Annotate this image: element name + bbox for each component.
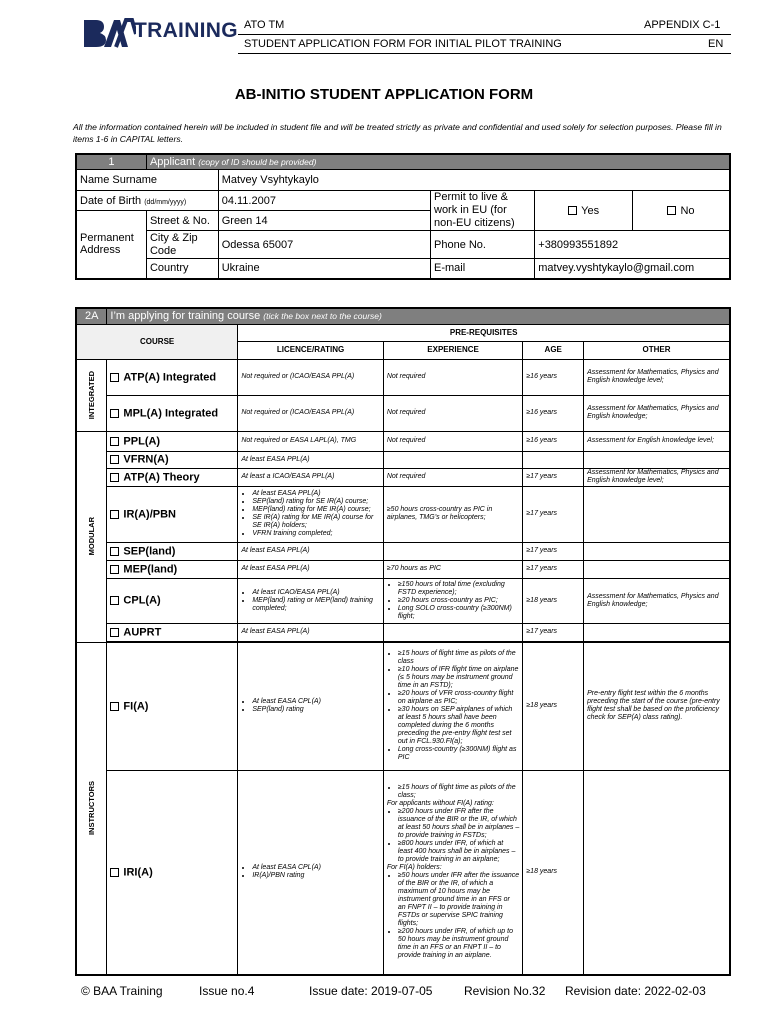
other-cell: Assessment for Mathematics, Physics and English knowledge level; [584, 359, 730, 395]
checkbox-icon[interactable] [110, 510, 119, 519]
age-cell: ≥17 years [523, 560, 584, 578]
experience-cell: Not required [383, 468, 523, 486]
street-label: Street & No. [146, 211, 218, 231]
course-vfrn[interactable]: VFRN(A) [107, 451, 238, 468]
experience-cell: Not required [383, 431, 523, 451]
list-item: • ≥200 hours under IFR after the issuance of the BIR or the IR, of which at least 50 hours shall be in airplanes – to provide training in FSTDs; [398, 808, 520, 840]
list-item: • At least EASA CPL(A) [252, 864, 380, 872]
phone-field[interactable]: +380993551892 [535, 231, 730, 259]
course-header: COURSE [76, 324, 238, 359]
list-item: • ≥800 hours under IFR, of which at least 400 hours shall be in airplanes – to provide training in an airplane; [398, 840, 520, 864]
experience-cell: ≥70 hours as PIC [383, 560, 523, 578]
other-cell: Assessment for English knowledge level; [584, 431, 730, 451]
course-auprt[interactable]: AUPRT [107, 623, 238, 641]
course-iri[interactable]: IRI(A) [107, 770, 238, 975]
experience-cell: ≥50 hours cross-country as PIC in airplanes, TMG’s or helicopters; [383, 486, 523, 542]
footer-issue: Issue no.4 [199, 984, 255, 998]
age-cell: ≥16 years [523, 395, 584, 431]
licence-cell [238, 486, 384, 542]
language-code: EN [708, 38, 724, 50]
course-fi[interactable]: FI(A) [107, 642, 238, 770]
list-item: • IR(A)/PBN rating [252, 872, 380, 880]
other-cell [584, 451, 730, 468]
section-title: Applicant (copy of ID should be provided) [146, 154, 730, 170]
course-mep-land[interactable]: MEP(land) [107, 560, 238, 578]
age-cell: ≥16 years [523, 359, 584, 395]
age-header: AGE [523, 341, 584, 359]
prereq-header: PRE-REQUISITES [238, 324, 730, 341]
list-item: • ≥15 hours of flight time as pilots of the class; [398, 784, 520, 800]
category-modular: MODULAR [76, 431, 107, 642]
list-item: • At least ICAO/EASA PPL(A) [252, 589, 380, 597]
applicant-table [75, 153, 731, 280]
licence-cell [238, 642, 384, 770]
experience-cell [383, 451, 523, 468]
checkbox-icon[interactable] [110, 437, 119, 446]
other-cell: Assessment for Mathematics, Physics and English knowledge; [584, 395, 730, 431]
page-title: AB-INITIO STUDENT APPLICATION FORM [234, 86, 534, 103]
age-cell: ≥18 years [523, 578, 584, 623]
category-instructors: INSTRUCTORS [76, 642, 107, 975]
company-logo [82, 16, 238, 50]
licence-cell: At least EASA PPL(A) [238, 542, 384, 560]
course-mpl-integrated[interactable]: MPL(A) Integrated [107, 395, 238, 431]
licence-cell: Not required or (ICAO/EASA PPL(A) [238, 395, 384, 431]
experience-subheading: For FI(A) holders: [386, 864, 442, 872]
age-cell: ≥17 years [523, 468, 584, 486]
dob-label: Date of Birth (dd/mm/yyyy) [76, 191, 218, 211]
checkbox-icon[interactable] [568, 206, 577, 215]
footer-revision-date: Revision date: 2022-02-03 [565, 984, 706, 998]
licence-cell [238, 770, 384, 975]
experience-cell [383, 770, 523, 975]
checkbox-icon[interactable] [110, 473, 119, 482]
licence-cell: At least EASA PPL(A) [238, 623, 384, 641]
experience-cell: Not required [383, 359, 523, 395]
experience-cell [383, 578, 523, 623]
list-item: • Long SOLO cross-country (≥300NM) flight; [398, 605, 520, 621]
list-item: • ≥15 hours of flight time as pilots of the class [398, 650, 520, 666]
checkbox-icon[interactable] [110, 596, 119, 605]
experience-cell [383, 642, 523, 770]
experience-subheading: For applicants without FI(A) rating: [386, 800, 494, 808]
form-subtitle: STUDENT APPLICATION FORM FOR INITIAL PILOT TRAINING [244, 38, 562, 50]
baa-logo-mark [82, 16, 136, 50]
checkbox-icon[interactable] [110, 455, 119, 464]
list-item: • ≥20 hours of VFR cross-country flight on airplane as PIC; [398, 690, 520, 706]
licence-cell: At least a ICAO/EASA PPL(A) [238, 468, 384, 486]
city-label: City & Zip Code [146, 231, 218, 259]
age-cell: ≥16 years [523, 431, 584, 451]
email-field[interactable]: matvey.vyshtykaylo@gmail.com [535, 259, 730, 279]
appendix-label: APPENDIX C-1 [644, 19, 721, 31]
intro-text: All the information contained herein will be included in student file and will be treated strictly as private and confidential and used solely for selection purposes. Please fill in items 1-6 in CAPITAL letters. [73, 122, 722, 144]
course-ir-pbn[interactable]: IR(A)/PBN [107, 486, 238, 542]
name-label: Name Surname [76, 170, 218, 191]
name-field[interactable]: Matvey Vsyhtykaylo [218, 170, 730, 191]
footer-copyright: © BAA Training [81, 984, 163, 998]
section-number: 1 [76, 154, 146, 170]
list-item: • ≥150 hours of total time (excluding FSTD experience); [398, 581, 520, 597]
address-label: Permanent Address [76, 211, 146, 279]
licence-header: LICENCE/RATING [238, 341, 384, 359]
footer-revision: Revision No.32 [464, 984, 546, 998]
logo-text: TRAINING [134, 19, 238, 42]
list-item: • ≥200 hours under IFR, of which up to 50 hours may be instrument ground time in an FFS or an FNPT II – to provide training in an airplane. [398, 928, 520, 960]
list-item: • SE IR(A) rating for ME IR(A) course for SE IR(A) holders; [252, 514, 380, 530]
other-cell [584, 486, 730, 542]
other-cell: Pre-entry flight test within the 6 months preceding the start of the course (pre-entry flight test shall be based on the proficiency check for SEP(A) class rating). [584, 642, 730, 770]
other-cell [584, 560, 730, 578]
checkbox-icon[interactable] [110, 373, 119, 382]
experience-header: EXPERIENCE [383, 341, 523, 359]
header-divider [238, 34, 731, 35]
list-item: • VFRN training completed; [252, 530, 380, 538]
other-cell [584, 542, 730, 560]
age-cell: ≥18 years [523, 770, 584, 975]
other-cell: Assessment for Mathematics, Physics and English knowledge level; [584, 468, 730, 486]
course-ppl[interactable]: PPL(A) [107, 431, 238, 451]
course-atp-integrated[interactable]: ATP(A) Integrated [107, 359, 238, 395]
age-cell [523, 451, 584, 468]
permit-no-option[interactable]: No [632, 191, 730, 231]
permit-label: Permit to live & work in EU (for non-EU citizens) [431, 191, 535, 231]
checkbox-icon[interactable] [110, 868, 119, 877]
section-number: 2A [76, 308, 107, 324]
header-divider-bottom [238, 53, 731, 54]
checkbox-icon[interactable] [110, 628, 119, 637]
age-cell: ≥17 years [523, 623, 584, 641]
country-field[interactable]: Ukraine [218, 259, 430, 279]
list-item: • SEP(land) rating [252, 706, 380, 714]
footer-issue-date: Issue date: 2019-07-05 [309, 984, 433, 998]
other-cell [584, 770, 730, 975]
experience-cell [383, 542, 523, 560]
checkbox-icon[interactable] [110, 547, 119, 556]
permit-yes-option[interactable]: Yes [535, 191, 633, 231]
other-header: OTHER [584, 341, 730, 359]
licence-cell: Not required or (ICAO/EASA PPL(A) [238, 359, 384, 395]
list-item: • MEP(land) rating or MEP(land) training completed; [252, 597, 380, 613]
email-label: E-mail [431, 259, 535, 279]
experience-cell: Not required [383, 395, 523, 431]
city-field[interactable]: Odessa 65007 [218, 231, 430, 259]
course-table [75, 307, 731, 976]
phone-label: Phone No. [431, 231, 535, 259]
checkbox-icon[interactable] [110, 409, 119, 418]
checkbox-icon[interactable] [110, 702, 119, 711]
list-item: • Long cross-country (≥300NM) flight as PIC [398, 746, 520, 762]
experience-cell [383, 623, 523, 641]
age-cell: ≥17 years [523, 542, 584, 560]
licence-cell: Not required or EASA LAPL(A), TMG [238, 431, 384, 451]
list-item: • ≥10 hours of IFR flight time on airplane (≤ 5 hours may be instrument ground time in an FSTD); [398, 666, 520, 690]
checkbox-icon[interactable] [667, 206, 676, 215]
course-cpl[interactable]: CPL(A) [107, 578, 238, 623]
checkbox-icon[interactable] [110, 565, 119, 574]
list-item: • ≥30 hours on SEP airplanes of which at least 5 hours shall have been completed during the 6 months preceding the pre-entry flight test set out in FCL.930.FI(a); [398, 706, 520, 746]
street-field[interactable]: Green 14 [218, 211, 430, 231]
licence-cell: At least EASA PPL(A) [238, 560, 384, 578]
course-sep-land[interactable]: SEP(land) [107, 542, 238, 560]
category-integrated: INTEGRATED [76, 359, 107, 431]
age-cell: ≥17 years [523, 486, 584, 542]
other-cell: Assessment for Mathematics, Physics and English knowledge; [584, 578, 730, 623]
list-item: • ≥20 hours cross-country as PIC; [398, 597, 520, 605]
dob-field[interactable]: 04.11.2007 [218, 191, 430, 211]
age-cell: ≥18 years [523, 642, 584, 770]
list-item: • SEP(land) rating for SE IR(A) course; [252, 498, 380, 506]
list-item: • MEP(land) rating for ME IR(A) course; [252, 506, 380, 514]
section-title: I’m applying for training course (tick the box next to the course) [107, 308, 730, 324]
list-item: • At least EASA PPL(A) [252, 490, 380, 498]
other-cell [584, 623, 730, 641]
course-atp-theory[interactable]: ATP(A) Theory [107, 468, 238, 486]
org-name: ATO TM [244, 19, 285, 31]
licence-cell [238, 578, 384, 623]
country-label: Country [146, 259, 218, 279]
licence-cell: At least EASA PPL(A) [238, 451, 384, 468]
list-item: • At least EASA CPL(A) [252, 698, 380, 706]
list-item: • ≥50 hours under IFR after the issuance of the BIR or the IR, of which a maximum of 10 hours may be instrument ground time in an FFS or an FNPT II – to provide training in FSTDs or supervise SPIC training flights; [398, 872, 520, 928]
